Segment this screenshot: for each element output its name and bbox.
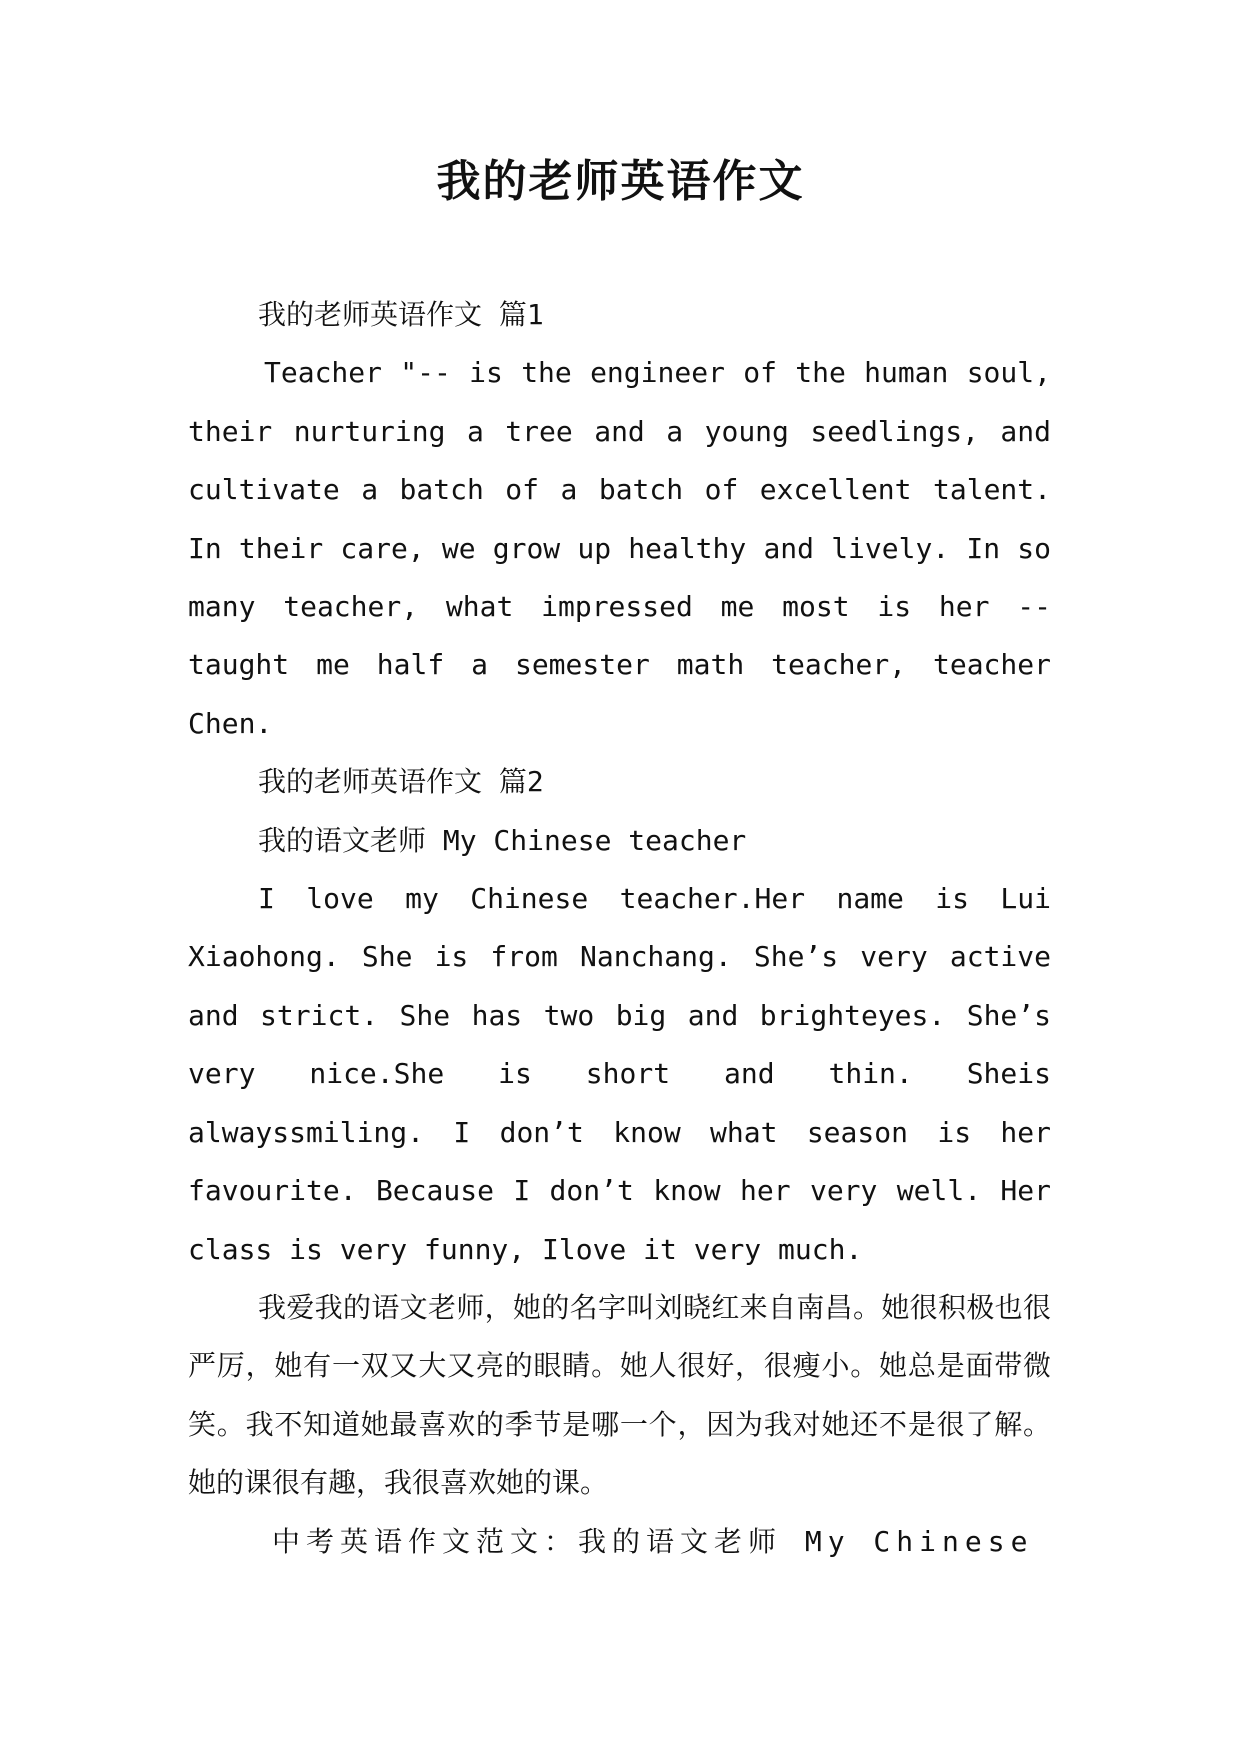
trailing-heading: 中考英语作文范文：我的语文老师 My Chinese	[272, 1524, 1034, 1558]
essay-subheading: 我的语文老师 My Chinese teacher	[258, 823, 747, 857]
section-heading-2: 我的老师英语作文 篇2	[258, 765, 544, 799]
paragraph-english-essay: I love my Chinese teacher.Her name is Lui Xiaohong. She is from Nanchang. She’s very active and strict. She has two big and brighteyes. She’s very nice.She is short and thin. Sheis alwayssmiling. I don’t know what season is her favourite. Because I don’t know her very well. Her class is very funny, Ilove it very much.	[188, 882, 1051, 1266]
document-body	[188, 286, 1051, 1571]
section-heading-1: 我的老师英语作文 篇1	[258, 298, 544, 331]
document-title: 我的老师英语作文	[436, 156, 805, 207]
paragraph-chinese-translation: 我爱我的语文老师，她的名字叫刘晓红来自南昌。她很积极也很严厉，她有一双又大又亮的眼睛。她人很好，很瘦小。她总是面带微笑。我不知道她最喜欢的季节是哪一个，因为我对她还不是很了解。她的课很有趣，我很喜欢她的课。	[188, 1290, 1051, 1500]
paragraph-teacher-intro: Teacher "-- is the engineer of the human soul, their nurturing a tree and a young seedlings, and cultivate a batch of a batch of excellent talent. In their care, we grow up healthy and lively. In so many teacher, what impressed me most is her -- taught me half a semester math teacher, teacher Chen.	[188, 356, 1051, 740]
